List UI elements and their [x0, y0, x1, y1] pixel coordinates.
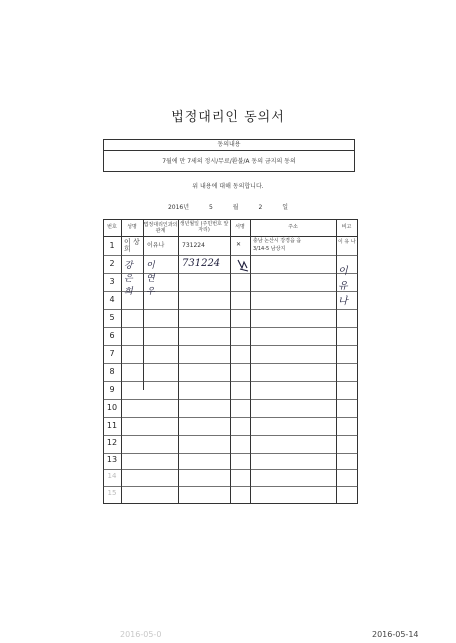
row1-note: 이 유 나 — [338, 239, 356, 245]
header-note: 비고 — [341, 224, 352, 230]
row-number: 14 — [107, 472, 117, 480]
header-relation: 법정대리인과의 관계 — [143, 222, 178, 234]
date-year: 2016년 — [167, 204, 190, 211]
agree-statement: 위 내용에 대해 동의합니다. — [192, 183, 264, 190]
header-address: 주소 — [288, 224, 298, 230]
header-birth: 생년월일 (주민번호 앞자리) — [179, 221, 229, 233]
row-number: 15 — [107, 489, 117, 497]
row-number: 4 — [109, 295, 115, 304]
row-number: 13 — [106, 455, 118, 464]
row1-signature-mark: ✕ — [236, 241, 242, 248]
row2-birth: 731224 — [182, 258, 221, 269]
consent-header: 동의내용 — [104, 140, 354, 151]
footer-scan-id: 2016-05-0 — [120, 630, 162, 639]
date-day-unit: 일 — [282, 204, 288, 211]
row-number: 9 — [109, 385, 115, 394]
signature-scribble — [238, 260, 248, 271]
consent-body: 7월에 만 7세의 정시/무료/환불/A 동의 금지의 동의 — [162, 158, 296, 165]
header-signature: 서명 — [235, 224, 245, 230]
row1-birth: 731224 — [182, 242, 205, 249]
row2-note: 이유나 — [338, 266, 348, 307]
row-number: 7 — [109, 349, 115, 358]
header-no: 번호 — [107, 224, 117, 230]
row-number: 11 — [106, 421, 118, 430]
date-day: 2 — [258, 204, 263, 211]
footer-date: 2016-05-14 — [372, 630, 419, 639]
row-number: 2 — [109, 259, 115, 268]
row-number: 3 — [109, 277, 115, 286]
row1-relation: 이유나 — [147, 242, 165, 249]
row-number: 8 — [109, 367, 115, 376]
row2-relation: 이연우 — [146, 261, 155, 297]
row-number: 10 — [106, 403, 118, 412]
row-number: 1 — [109, 241, 115, 250]
row1-address: 충남 논산시 강경읍 읍 — [253, 238, 302, 244]
row1-address-line2: 3/14-5 남상지 — [253, 246, 286, 252]
header-name: 성명 — [127, 224, 137, 230]
document-title: 법정대리인 동의서 — [171, 110, 285, 125]
row-number: 12 — [106, 438, 118, 447]
date-month: 5 — [208, 204, 213, 211]
row2-name: 강은희 — [124, 261, 133, 297]
row-number: 6 — [109, 331, 115, 340]
row1-name: 이 상 희 — [124, 238, 140, 253]
row-number: 5 — [109, 313, 115, 322]
date-month-unit: 월 — [232, 204, 239, 211]
